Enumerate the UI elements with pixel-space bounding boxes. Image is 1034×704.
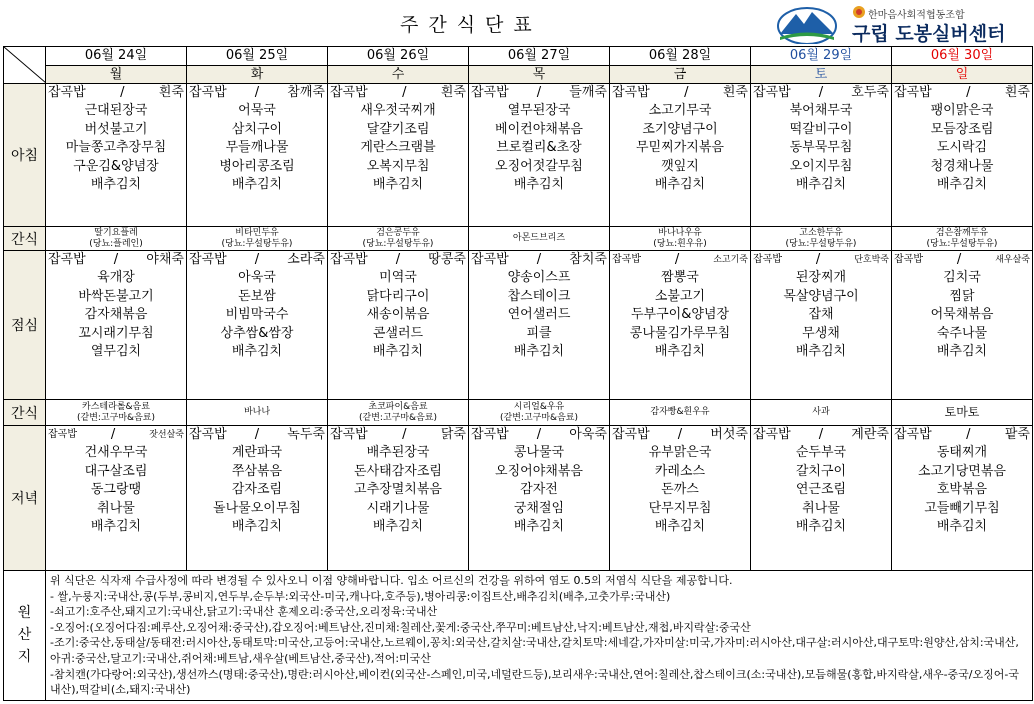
dish-item: 열무김치: [90, 344, 142, 360]
rice-item: 잡곡밥: [894, 427, 932, 442]
rice-item: 잡곡밥: [612, 254, 641, 265]
origin-line: -오징어:(오징어다짐:페루산,오징어채:중국산),갑오징어:베트남산,진미채:칠레산,꽃게:중국산,쭈꾸미:베트남산,낙지:베트남산,재첩,바지락살:중국산: [50, 620, 751, 634]
rice-soup-line: [469, 251, 609, 269]
porridge-item: 팥죽: [1004, 427, 1030, 442]
dish-item: 바싹돈불고기: [78, 288, 154, 304]
rice-soup-line: [892, 251, 1032, 269]
date-header: 06월 30일: [892, 47, 1033, 66]
dish-item: 배추김치: [90, 177, 142, 193]
dish-item: 찜닭: [949, 288, 975, 304]
dish-item: 잡채: [808, 307, 834, 323]
dish-item: 조기양념구이: [642, 121, 718, 137]
porridge-item: 닭죽: [440, 427, 466, 442]
breakfast-menu-cell: [46, 84, 187, 227]
dish-item: 양송이스프: [507, 270, 571, 286]
dish-item: 새우젓국찌개: [360, 103, 436, 119]
mountain-logo-icon: [776, 4, 838, 44]
rice-soup-line: [610, 426, 750, 444]
dish-item: 배추김치: [936, 519, 988, 535]
rice-soup-line: [187, 84, 327, 102]
dish-item: 김치국: [943, 270, 981, 286]
snack-item: 감자빵&흰우유: [650, 407, 710, 417]
dish-item: 소고기당면볶음: [918, 463, 1006, 479]
porridge-item: 참치죽: [569, 252, 607, 267]
dish-item: 대구살조림: [84, 463, 148, 479]
slash-separator: /: [684, 85, 689, 100]
dish-item: 감자조림: [231, 482, 283, 498]
snack-item: 비타민두유: [235, 227, 279, 238]
dish-item: 열무된장국: [507, 103, 571, 119]
snack-item: 토마토: [944, 405, 980, 419]
dish-item: 삼치구이: [231, 121, 283, 137]
origin-line: - 쌀,누룽지:국내산,콩(두부,콩비지,연두부,순두부:외국산-미국,캐나다,호주등),병아리콩:이집트산,배추김치(배추,고춧가루:국내산): [50, 589, 671, 603]
rice-soup-line: [610, 251, 750, 269]
snack-diabetic-alt: (당뇨:플레인): [89, 238, 143, 249]
dish-item: 북어채무국: [789, 103, 853, 119]
dish-item: 새송이볶음: [366, 307, 430, 323]
porridge-item: 야채죽: [146, 252, 184, 267]
slash-separator: /: [254, 252, 260, 267]
dish-item: 팽이맑은국: [930, 103, 994, 119]
snack-cell: [610, 227, 751, 251]
breakfast-menu-cell: [892, 84, 1033, 227]
snack-diabetic-alt: (같변:고구마&음료): [77, 412, 155, 423]
dish-item: 어묵채볶음: [930, 307, 994, 323]
snack-cell: [892, 227, 1033, 251]
dish-item: 배추김치: [90, 519, 142, 535]
porridge-item: 잣선살죽: [149, 430, 184, 440]
dish-item: 돌나물오이무침: [213, 500, 301, 516]
snack-cell: [751, 400, 892, 426]
center-logo: [776, 2, 1034, 46]
slash-separator: /: [818, 427, 824, 442]
dish-item: 동부묵무침: [789, 140, 853, 156]
dish-item: 배추김치: [372, 344, 424, 360]
rice-soup-line: [751, 251, 891, 269]
dish-item: 유부맑은국: [648, 445, 712, 461]
dish-item: 배추김치: [513, 519, 565, 535]
slash-separator: /: [110, 427, 116, 442]
dish-item: 취나물: [97, 500, 135, 516]
date-header: 06월 24일: [46, 47, 187, 66]
snack-diabetic-alt: (당뇨:무설탕두유): [362, 238, 434, 249]
rice-soup-line: [46, 84, 186, 102]
snack-item: 검은참깨두유: [935, 227, 989, 238]
rice-soup-line: [469, 84, 609, 102]
snack-item: 고소한두유: [799, 227, 843, 238]
porridge-item: 흰죽: [440, 85, 466, 100]
weekday-header: 일: [892, 66, 1033, 84]
rice-soup-line: [751, 84, 891, 102]
dinner-menu-cell: [751, 426, 892, 571]
porridge-item: 참깨죽: [287, 85, 325, 100]
dish-item: 무믿찌가지볶음: [636, 140, 724, 156]
slash-separator: /: [395, 252, 401, 267]
rice-item: 잡곡밥: [471, 85, 509, 100]
dish-item: 배추김치: [795, 344, 847, 360]
snack-item: 카스테라롤&음료: [82, 401, 150, 412]
weekday-header: 금: [610, 66, 751, 84]
slash-separator: /: [113, 252, 119, 267]
origin-line: 위 식단은 식자재 수급사정에 따라 변경될 수 있사오니 이점 양해바랍니다. 입소 어르신의 건강을 위하여 염도 0.5의 저염식 식단을 제공합니다.: [50, 574, 733, 587]
porridge-item: 새우살죽: [995, 255, 1030, 265]
dish-item: 단무지무침: [648, 500, 712, 516]
snack-cell: [187, 400, 328, 426]
origin-label: [4, 571, 46, 701]
dish-item: 떡갈비구이: [789, 121, 853, 137]
lunch-menu-cell: [328, 251, 469, 400]
dish-item: 배추김치: [654, 344, 706, 360]
dish-item: 감자채볶음: [84, 307, 148, 323]
dish-item: 찹스테이크: [507, 288, 571, 304]
breakfast-menu-cell: [751, 84, 892, 227]
slash-separator: /: [402, 427, 407, 442]
dish-item: 모듬장조림: [930, 121, 994, 137]
dish-item: 청경채나물: [930, 158, 994, 174]
lunch-menu-cell: [469, 251, 610, 400]
dish-item: 오이지무침: [789, 158, 853, 174]
snack-diabetic-alt: (당뇨:무설탕두유): [785, 238, 857, 249]
dish-item: 시래기나물: [366, 500, 430, 516]
logo-org-name: 한마음사회적협동조합: [868, 10, 965, 21]
weekday-header: 월: [46, 66, 187, 84]
dish-item: 돈보쌈: [238, 288, 276, 304]
dinner-menu-cell: [187, 426, 328, 571]
rice-item: 잡곡밥: [894, 85, 932, 100]
date-header: 06월 28일: [610, 47, 751, 66]
dish-item: 취나물: [802, 500, 840, 516]
dish-item: 연근조림: [795, 482, 847, 498]
dish-item: 배추김치: [372, 177, 424, 193]
dish-item: 게란스크램블: [360, 140, 436, 156]
dish-item: 무들깨나물: [225, 140, 289, 156]
dish-item: 브로컬리&초장: [496, 140, 582, 156]
rice-soup-line: [328, 84, 468, 102]
dish-item: 고들빼기무침: [924, 500, 1000, 516]
dish-item: 베이컨야채볶음: [495, 121, 583, 137]
porridge-item: 호두죽: [851, 85, 889, 100]
rice-item: 잡곡밥: [330, 427, 368, 442]
dish-item: 짬뽕국: [661, 270, 699, 286]
small-logo-icon: [852, 5, 866, 19]
dish-item: 병아리콩조림: [219, 158, 295, 174]
dish-item: 배추김치: [231, 177, 283, 193]
weekday-header: 토: [751, 66, 892, 84]
date-header: 06월 25일: [187, 47, 328, 66]
dish-item: 상추쌈&쌈장: [220, 325, 294, 341]
snack-cell: [46, 400, 187, 426]
dish-item: 배추김치: [936, 344, 988, 360]
dinner-menu-cell: [469, 426, 610, 571]
snack-cell: [892, 400, 1033, 426]
rice-item: 잡곡밥: [189, 85, 227, 100]
porridge-item: 계란죽: [851, 427, 889, 442]
dish-item: 감자전: [520, 482, 558, 498]
dish-item: 피클: [526, 325, 552, 341]
dish-item: 건새우무국: [84, 445, 148, 461]
dish-item: 소고기무국: [648, 103, 712, 119]
dish-item: 구운김&양념장: [73, 158, 159, 174]
rice-item: 잡곡밥: [471, 252, 509, 267]
slash-separator: /: [254, 85, 260, 100]
dish-item: 마늘쫑고추장무침: [65, 140, 167, 156]
slash-separator: /: [674, 252, 680, 267]
snack2-label: 간식: [4, 400, 46, 426]
dish-item: 어묵국: [238, 103, 276, 119]
origin-label-text: 원산지: [17, 605, 32, 666]
origin-info-cell: [46, 571, 1033, 701]
dish-item: 달걀기조림: [366, 121, 430, 137]
rice-soup-line: [46, 426, 186, 444]
porridge-item: 땅콩죽: [428, 252, 466, 267]
rice-item: 잡곡밥: [189, 427, 227, 442]
dish-item: 무생채: [802, 325, 840, 341]
dish-item: 깻잎지: [661, 158, 699, 174]
dish-item: 된장찌개: [795, 270, 847, 286]
rice-soup-line: [187, 251, 327, 269]
slash-separator: /: [818, 85, 824, 100]
slash-separator: /: [677, 427, 683, 442]
dish-item: 꼬시래기무침: [78, 325, 154, 341]
breakfast-label: 아침: [4, 84, 46, 227]
dish-item: 순두부국: [795, 445, 847, 461]
slash-separator: /: [956, 252, 962, 267]
rice-soup-line: [187, 426, 327, 444]
dish-item: 고추장멸치볶음: [354, 482, 442, 498]
weekday-header: 목: [469, 66, 610, 84]
rice-item: 잡곡밥: [894, 254, 923, 265]
rice-item: 잡곡밥: [753, 85, 791, 100]
dish-item: 배추된장국: [366, 445, 430, 461]
dinner-menu-cell: [610, 426, 751, 571]
rice-item: 잡곡밥: [753, 254, 782, 265]
snack-cell: [469, 227, 610, 251]
snack1-label: 간식: [4, 227, 46, 251]
dish-item: 궁채절임: [513, 500, 565, 516]
snack-diabetic-alt: (당뇨:무설탕두유): [926, 238, 998, 249]
rice-item: 잡곡밥: [330, 252, 368, 267]
dish-item: 소불고기: [654, 288, 706, 304]
dish-item: 비빔막국수: [225, 307, 289, 323]
dish-item: 목살양념구이: [783, 288, 859, 304]
snack-cell: [610, 400, 751, 426]
date-header: 06월 27일: [469, 47, 610, 66]
porridge-item: 흰죽: [158, 85, 184, 100]
dish-item: 두부구이&양념장: [630, 307, 730, 323]
dish-item: 콩나물국: [513, 445, 565, 461]
snack-cell: [46, 227, 187, 251]
dinner-menu-cell: [328, 426, 469, 571]
header: [0, 0, 1034, 46]
dish-item: 숙주나물: [936, 325, 988, 341]
breakfast-menu-cell: [610, 84, 751, 227]
rice-item: 잡곡밥: [189, 252, 227, 267]
lunch-menu-cell: [751, 251, 892, 400]
dish-item: 돈사태감자조림: [354, 463, 442, 479]
dish-item: 동태찌개: [936, 445, 988, 461]
dish-item: 콘샐러드: [372, 325, 424, 341]
porridge-item: 흰죽: [722, 85, 748, 100]
rice-soup-line: [751, 426, 891, 444]
lunch-menu-cell: [187, 251, 328, 400]
rice-item: 잡곡밥: [612, 427, 650, 442]
dish-item: 카레소스: [654, 463, 706, 479]
rice-soup-line: [328, 251, 468, 269]
rice-item: 잡곡밥: [48, 429, 77, 440]
dinner-label: 저녁: [4, 426, 46, 571]
rice-soup-line: [610, 84, 750, 102]
page-title: 주간식단표: [400, 14, 542, 36]
dish-item: 닭다리구이: [366, 288, 430, 304]
rice-soup-line: [469, 426, 609, 444]
porridge-item: 소라죽: [287, 252, 325, 267]
dish-item: 배추김치: [513, 177, 565, 193]
dish-item: 돈까스: [661, 482, 699, 498]
snack-item: 사과: [812, 407, 830, 417]
lunch-label: 점심: [4, 251, 46, 400]
snack-item: 딸기요플레: [94, 227, 138, 238]
snack-diabetic-alt: (당뇨:무설탕두유): [221, 238, 293, 249]
dish-item: 배추김치: [936, 177, 988, 193]
slash-separator: /: [402, 85, 407, 100]
dish-item: 콩나물김가루무침: [629, 325, 731, 341]
dish-item: 배추김치: [795, 177, 847, 193]
snack-item: 바나나: [243, 407, 271, 417]
dish-item: 오징어젓갈무침: [495, 158, 583, 174]
dinner-menu-cell: [46, 426, 187, 571]
dish-item: 배추김치: [654, 177, 706, 193]
porridge-item: 흰죽: [1004, 85, 1030, 100]
snack-cell: [328, 400, 469, 426]
rice-soup-line: [892, 84, 1032, 102]
rice-soup-line: [328, 426, 468, 444]
breakfast-menu-cell: [187, 84, 328, 227]
snack-item: 초코파이&음료: [368, 401, 428, 412]
dish-item: 계란파국: [231, 445, 283, 461]
slash-separator: /: [966, 85, 971, 100]
dish-item: 배추김치: [372, 519, 424, 535]
dish-item: 갈치구이: [795, 463, 847, 479]
dish-item: 동그랑땡: [90, 482, 142, 498]
porridge-item: 들깨죽: [569, 85, 607, 100]
corner-diagonal: [4, 47, 46, 83]
rice-soup-line: [46, 251, 186, 269]
dish-item: 연어샐러드: [507, 307, 571, 323]
snack-diabetic-alt: (같변:고구마&음료): [359, 412, 437, 423]
slash-separator: /: [815, 252, 821, 267]
dish-item: 배추김치: [513, 344, 565, 360]
slash-separator: /: [254, 427, 260, 442]
lunch-menu-cell: [610, 251, 751, 400]
rice-item: 잡곡밥: [612, 85, 650, 100]
weekday-header: 화: [187, 66, 328, 84]
date-header: 06월 26일: [328, 47, 469, 66]
corner-cell: [4, 47, 46, 84]
origin-line: -조기:중국산,동태살/동태전:러시아산,동태토막:미국산,고등어:국내산,노르웨이,꽁치:외국산,갈치살:국내산,갈치토막:세네갈,가자미살:미국,가자미:러시아산,대구살:러시아산,대구토막:원양산,삼치:국내산,아귀:중국산,달고기:국내산,쥐어채:베트남,새우살(베트남산,중국산),적어:미국산: [50, 636, 1019, 665]
logo-center-name: 구립 도봉실버센터: [852, 23, 1006, 45]
dish-item: 미역국: [379, 270, 417, 286]
snack-diabetic-alt: (당뇨:흰우유): [653, 238, 707, 249]
slash-separator: /: [536, 427, 542, 442]
dish-item: 아욱국: [238, 270, 276, 286]
rice-item: 잡곡밥: [48, 85, 86, 100]
dish-item: 오복지무침: [366, 158, 430, 174]
dinner-menu-cell: [892, 426, 1033, 571]
dish-item: 근대된장국: [84, 103, 148, 119]
lunch-menu-cell: [46, 251, 187, 400]
snack-item: 시리얼&우유: [513, 401, 565, 412]
dish-item: 오징어야채볶음: [495, 463, 583, 479]
snack-cell: [751, 227, 892, 251]
rice-item: 잡곡밥: [48, 252, 86, 267]
slash-separator: /: [966, 427, 971, 442]
snack-item: 바나나우유: [658, 227, 702, 238]
rice-item: 잡곡밥: [330, 85, 368, 100]
meal-plan-table: [3, 46, 1033, 701]
porridge-item: 단호박죽: [854, 255, 889, 265]
porridge-item: 아욱죽: [569, 427, 607, 442]
snack-cell: [328, 227, 469, 251]
dish-item: 배추김치: [654, 519, 706, 535]
rice-item: 잡곡밥: [753, 427, 791, 442]
dish-item: 배추김치: [231, 344, 283, 360]
dish-item: 배추김치: [231, 519, 283, 535]
porridge-item: 버섯죽: [710, 427, 748, 442]
dish-item: 도시락김: [936, 140, 988, 156]
dish-item: 육개장: [97, 270, 135, 286]
weekday-header: 수: [328, 66, 469, 84]
dish-item: 배추김치: [795, 519, 847, 535]
lunch-menu-cell: [892, 251, 1033, 400]
date-header: 06월 29일: [751, 47, 892, 66]
breakfast-menu-cell: [469, 84, 610, 227]
dish-item: 쭈삼볶음: [231, 463, 283, 479]
slash-separator: /: [536, 252, 542, 267]
snack-item: 아몬드브리즈: [512, 233, 566, 243]
snack-cell: [187, 227, 328, 251]
origin-line: -쇠고기:호주산,돼지고기:국내산,닭고기:국내산 훈제오리:중국산,오리정육:국내산: [50, 605, 438, 619]
porridge-item: 소고기죽: [713, 255, 748, 265]
origin-line: -참치캔(가다랑어:외국산),생선까스(명태:중국산),명란:러시아산,베이컨(외국산-스페인,미국,네덜란드등),보리새우:국내산,연어:칠레산,찹스테이크(소:국내산),모듬해물(홍합,바지락살,새우-중국/오징어-국내산),떡갈비(소,돼지:국내산): [50, 667, 1019, 697]
snack-cell: [469, 400, 610, 426]
rice-item: 잡곡밥: [471, 427, 509, 442]
slash-separator: /: [120, 85, 125, 100]
snack-item: 검은콩두유: [376, 227, 420, 238]
breakfast-menu-cell: [328, 84, 469, 227]
rice-soup-line: [892, 426, 1032, 444]
dish-item: 호박볶음: [936, 482, 988, 498]
snack-diabetic-alt: (같변:고구마&음료): [500, 412, 578, 423]
dish-item: 버섯불고기: [84, 121, 148, 137]
slash-separator: /: [536, 85, 542, 100]
porridge-item: 녹두죽: [287, 427, 325, 442]
